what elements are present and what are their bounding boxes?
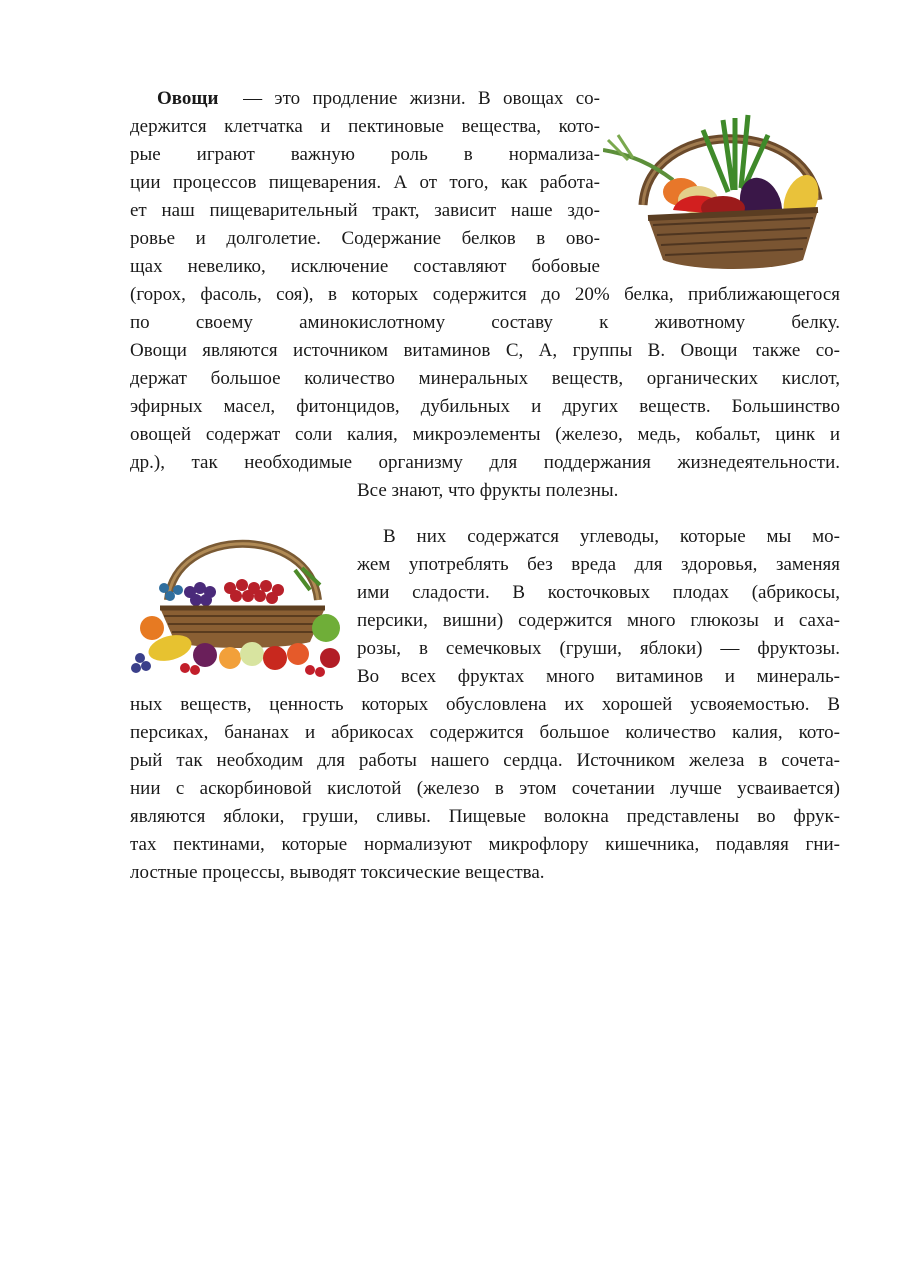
paragraph2-line-9: рый так необходим для работы нашего сердца. Источником железа в сочета- — [130, 750, 840, 771]
paragraph2-line-4: персики, вишни) содержится много глюкозы и саха- — [357, 610, 840, 631]
paragraph1-line-13: овощей содержат соли калия, микроэлементы (железо, медь, кобальт, цинк и — [130, 424, 840, 445]
paragraph1-line-14: др.), так необходимые организму для поддержания жизнедеятельности. — [130, 452, 840, 473]
fruit-basket-illustration — [130, 530, 352, 680]
vegetable-basket-illustration — [603, 110, 833, 275]
paragraph1-line-5: ет наш пищеварительный тракт, зависит наше здо- — [130, 200, 600, 221]
paragraph2-line-8: персиках, бананах и абрикосах содержится большое количество калия, кото- — [130, 722, 840, 743]
paragraph1-line-4: ции процессов пищеварения. А от того, как работа- — [130, 172, 600, 193]
paragraph1-line-8: (горох, фасоль, соя), в которых содержится до 20% белка, приближающегося — [130, 284, 840, 305]
paragraph1-line-6: ровье и долголетие. Содержание белков в ово- — [130, 228, 600, 249]
paragraph2-line-3: ими сладости. В косточковых плодах (абрикосы, — [357, 582, 840, 603]
lead-word: Овощи — [157, 88, 219, 109]
paragraph2-line-10: нии с аскорбиновой кислотой (железо в этом сочетании лучше усваивается) — [130, 778, 840, 799]
paragraph2-line-6: Во всех фруктах много витаминов и минераль- — [357, 666, 840, 687]
paragraph1-line-10: Овощи являются источником витаминов С, А, группы В. Овощи также со- — [130, 340, 840, 361]
paragraph2-line-13: лостные процессы, выводят токсические вещества. — [130, 862, 545, 883]
paragraph1-line-9: по своему аминокислотному составу к животному белку. — [130, 312, 840, 333]
paragraph1-line-7: щах невелико, исключение составляют бобовые — [130, 256, 600, 277]
paragraph1-line-1: Овощи — это продление жизни. В овощах со- — [157, 88, 600, 109]
paragraph1-line-11: держат большое количество минеральных веществ, органических кислот, — [130, 368, 840, 389]
paragraph1-line-3: рые играют важную роль в нормализа- — [130, 144, 600, 165]
paragraph2-line-1: В них содержатся углеводы, которые мы мо- — [383, 526, 840, 547]
paragraph2-line-11: являются яблоки, груши, сливы. Пищевые волокна представлены во фрук- — [130, 806, 840, 827]
paragraph2-line-5: розы, в семечковых (груши, яблоки) — фруктозы. — [357, 638, 840, 659]
paragraph2-line-2: жем употреблять без вреда для здоровья, заменяя — [357, 554, 840, 575]
paragraph1-line-12: эфирных масел, фитонцидов, дубильных и других веществ. Большинство — [130, 396, 840, 417]
paragraph2-line-12: тах пектинами, которые нормализуют микрофлору кишечника, подавляя гни- — [130, 834, 840, 855]
paragraph2-line-7: ных веществ, ценность которых обусловлена их хорошей усвояемостью. В — [130, 694, 840, 715]
paragraph1-line-2: держится клетчатка и пектиновые вещества, кото- — [130, 116, 600, 137]
paragraph1-line-15: Все знают, что фрукты полезны. — [357, 480, 619, 501]
